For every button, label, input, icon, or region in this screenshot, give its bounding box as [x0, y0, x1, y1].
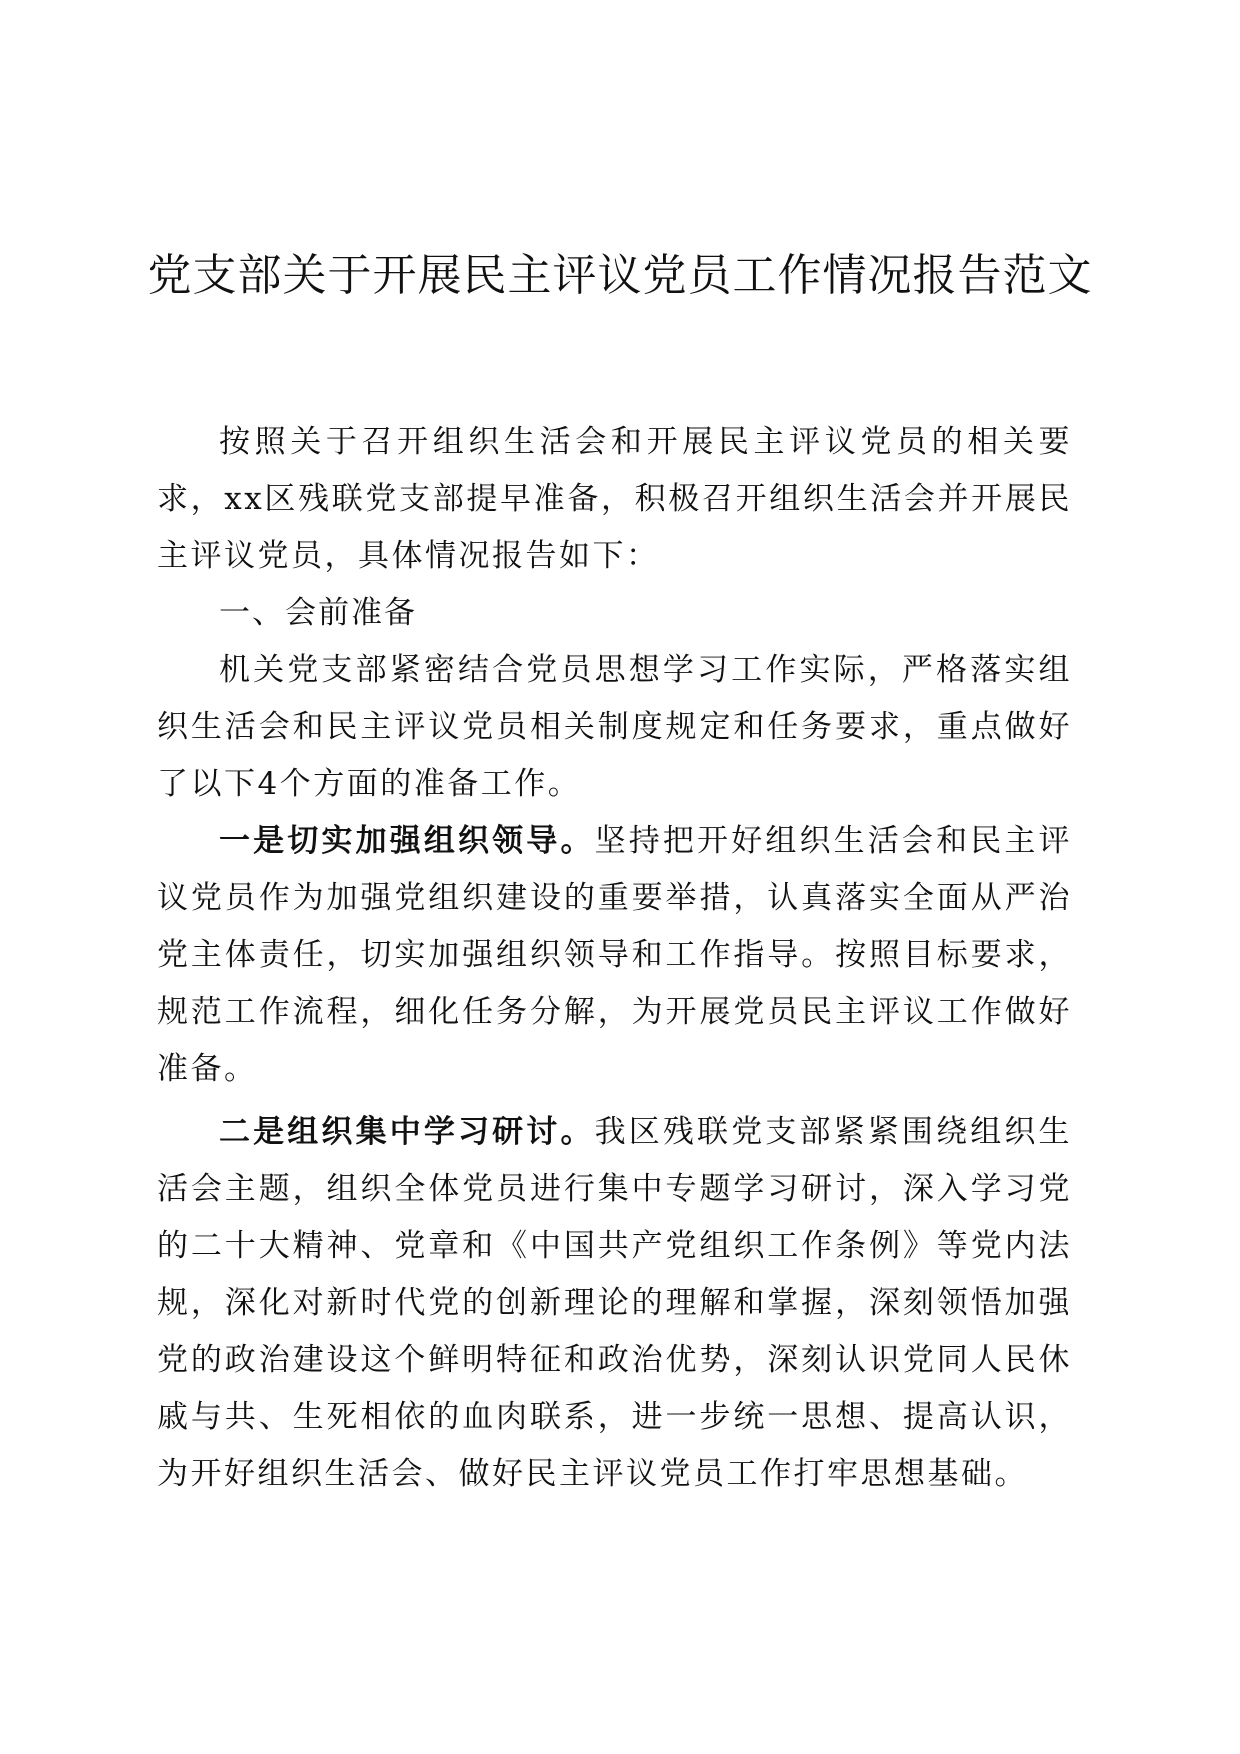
item-text-leadership: 坚持把开好组织生活会和民主评议党员作为加强党组织建设的重要举措，认真落实全面从严治党主体责任，切实加强组织领导和工作指导。按照目标要求，规范工作流程，细化任务分解，为开展党员民主评议工作做好准备。	[157, 823, 1073, 1087]
document-body	[157, 414, 1072, 1503]
item-lead-leadership: 一是切实加强组织领导。	[219, 823, 595, 859]
item-text-study: 我区残联党支部紧紧围绕组织生活会主题，组织全体党员进行集中专题学习研讨，深入学习党的二十大精神、党章和《中国共产党组织工作条例》等党内法规，深化对新时代党的创新理论的理解和掌握，深刻领悟加强党的政治建设这个鲜明特征和政治优势，深刻认识党同人民休戚与共、生死相依的血肉联系，进一步统一思想、提高认识，为开好组织生活会、做好民主评议党员工作打牢思想基础。	[157, 1114, 1073, 1492]
item-lead-study: 二是组织集中学习研讨。	[219, 1114, 595, 1150]
page-title: 党支部关于开展民主评议党员工作情况报告范文	[147, 250, 1093, 301]
section-intro-paragraph: 机关党支部紧密结合党员思想学习工作实际，严格落实组织生活会和民主评议党员相关制度规定和任务要求，重点做好了以下4个方面的准备工作。	[157, 652, 1072, 802]
intro-paragraph: 按照关于召开组织生活会和开展民主评议党员的相关要求，xx区残联党支部提早准备，积极召开组织生活会并开展民主评议党员，具体情况报告如下：	[157, 424, 1072, 574]
section-heading-preparation: 一、会前准备	[219, 595, 417, 631]
item-paragraph-study	[157, 1104, 1072, 1503]
item-paragraph-leadership	[157, 813, 1072, 1098]
